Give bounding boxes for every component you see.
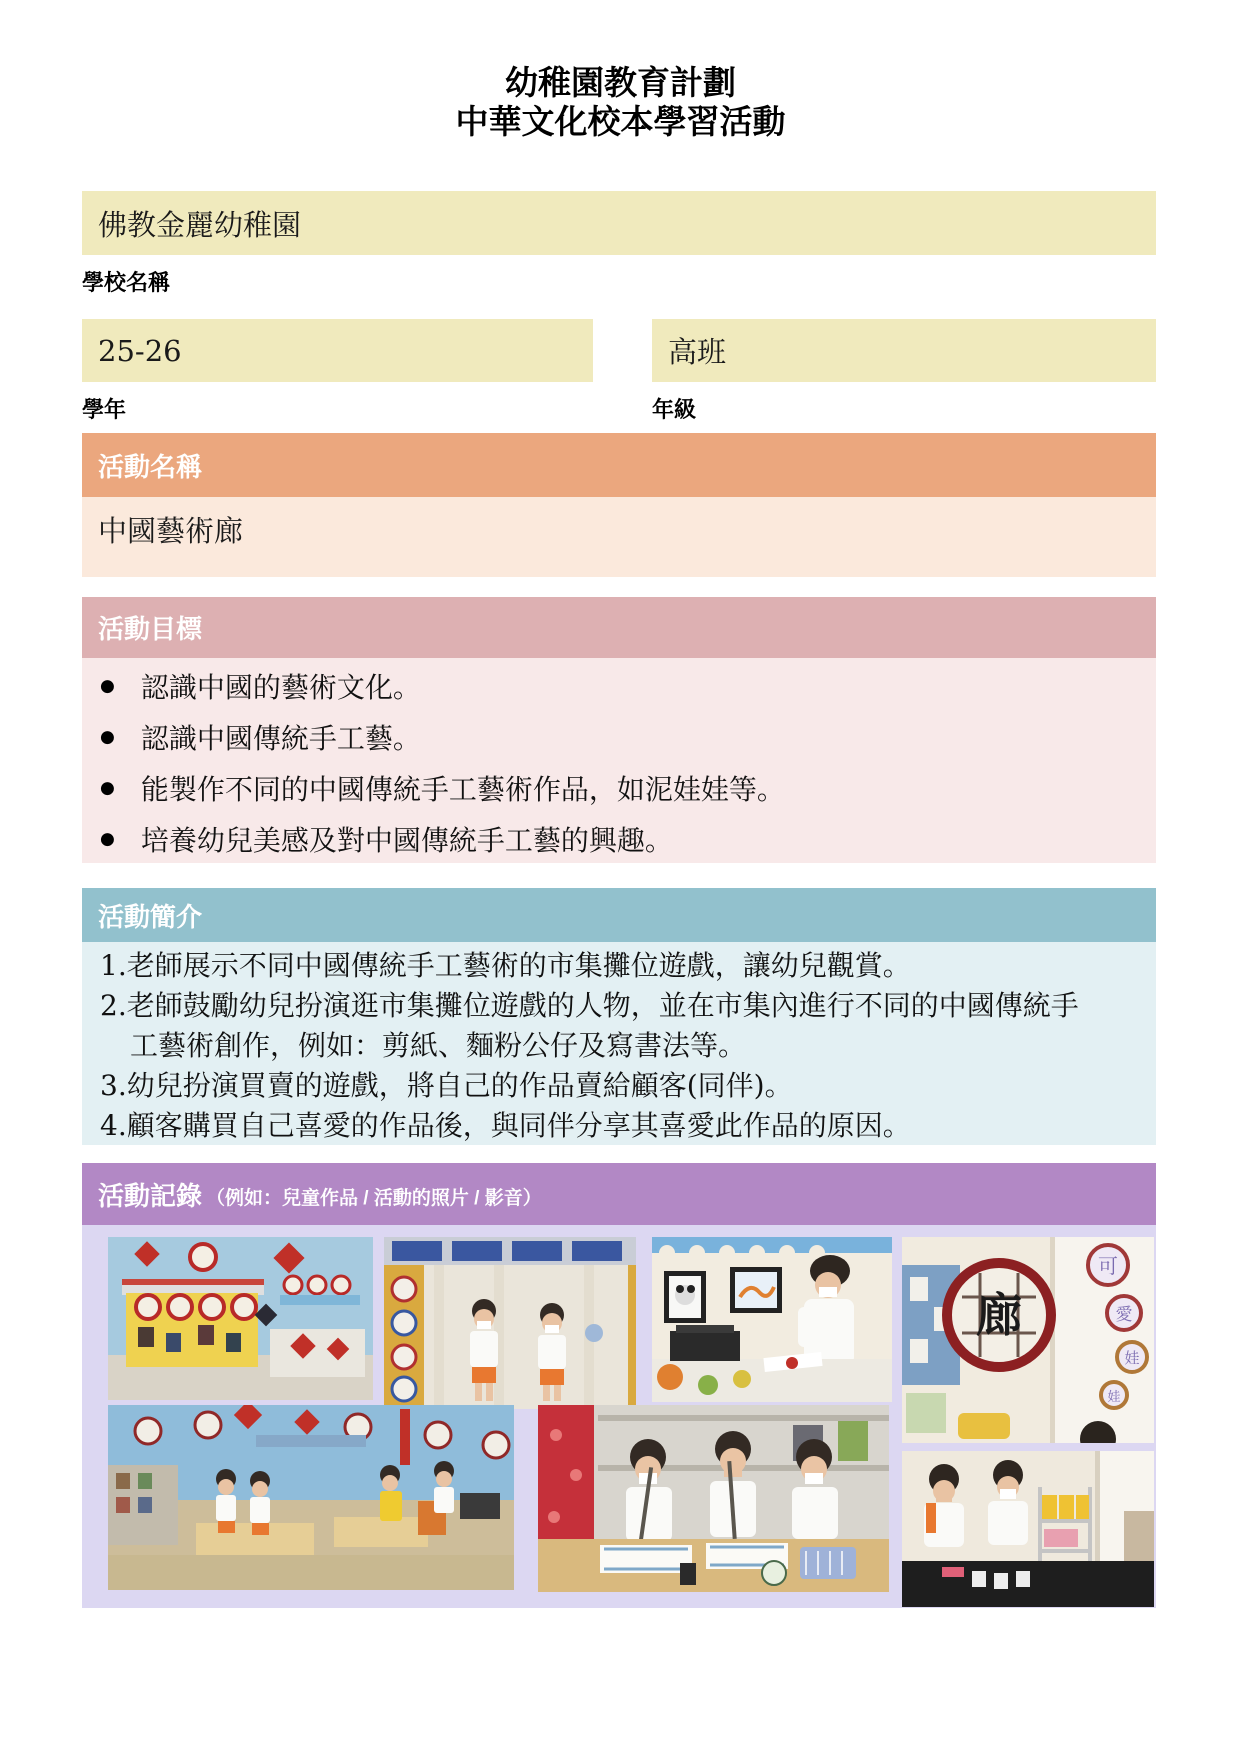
goal-text: 認識中國傳統手工藝。 <box>140 721 421 755</box>
goal-text: 培養幼兒美感及對中國傳統手工藝的興趣。 <box>140 823 673 857</box>
page-title-line-2: 中華文化校本學習活動 <box>455 103 786 140</box>
goal-item <box>82 711 1156 762</box>
activity-photo-2 <box>384 1237 636 1409</box>
activity-photo-3 <box>652 1237 892 1402</box>
intro-line-continued: 工藝術創作，例如：剪紙、麵粉公仔及寫書法等。 <box>130 1029 747 1062</box>
school-year-label: 學年 <box>82 397 127 422</box>
goal-text: 認識中國的藝術文化。 <box>140 670 421 704</box>
goals-body <box>82 658 1156 863</box>
activity-name-value: 中國藝術廊 <box>98 514 244 548</box>
intro-line: 4.顧客購買自己喜愛的作品後，與同伴分享其喜愛此作品的原因。 <box>100 1109 911 1142</box>
goal-text: 能製作不同的中國傳統手工藝術作品，如泥娃娃等。 <box>140 772 785 806</box>
intro-line: 2.老師鼓勵幼兒扮演逛市集攤位遊戲的人物，並在市集內進行不同的中國傳統手 <box>100 989 1079 1022</box>
grade-label: 年級 <box>652 397 697 422</box>
school-name-field <box>82 191 1156 255</box>
records-photo-panel <box>82 1225 1156 1608</box>
bullet-icon: ● <box>100 675 115 696</box>
photo-6-illustration <box>538 1405 889 1592</box>
activity-photo-1 <box>108 1237 373 1400</box>
photo-4-sign-char: 娃 <box>1124 1350 1140 1367</box>
activity-photo-5 <box>108 1405 514 1590</box>
photo-4-sign-char: 愛 <box>1115 1305 1133 1324</box>
photo-2-illustration <box>384 1237 636 1409</box>
photo-7-illustration <box>902 1451 1154 1607</box>
photo-3-illustration <box>652 1237 892 1402</box>
school-year-value: 25-26 <box>98 333 182 368</box>
intro-body <box>82 942 1156 1145</box>
school-name-label: 學校名稱 <box>82 270 171 295</box>
photo-1-illustration <box>108 1237 373 1400</box>
goal-item <box>82 762 1156 813</box>
intro-line: 1.老師展示不同中國傳統手工藝術的市集攤位遊戲，讓幼兒觀賞。 <box>100 949 911 982</box>
bullet-icon: ● <box>100 726 115 747</box>
bullet-icon: ● <box>100 777 115 798</box>
activity-photo-6 <box>538 1405 889 1592</box>
photo-4-illustration <box>902 1237 1154 1443</box>
records-header-title: 活動記錄 <box>98 1180 203 1211</box>
activity-photo-7 <box>902 1451 1154 1607</box>
school-name-value: 佛教金麗幼稚園 <box>98 207 302 242</box>
grade-field <box>652 319 1156 382</box>
goal-item <box>82 660 1156 711</box>
photo-5-illustration <box>108 1405 514 1590</box>
intro-header: 活動簡介 <box>82 888 1156 942</box>
goals-header: 活動目標 <box>82 597 1156 658</box>
activity-name-header: 活動名稱 <box>82 433 1156 497</box>
photo-4-sign-char: 娃 <box>1107 1389 1121 1404</box>
photo-4-sign-char: 廊 <box>976 1289 1022 1341</box>
activity-photo-4 <box>902 1237 1154 1443</box>
photo-4-sign-char: 可 <box>1098 1256 1118 1278</box>
records-header <box>82 1163 1156 1225</box>
records-header-note: （例如：兒童作品 / 活動的照片 / 影音） <box>206 1187 542 1209</box>
bullet-icon: ● <box>100 828 115 849</box>
activity-name-body <box>82 497 1156 577</box>
grade-value: 高班 <box>668 335 727 369</box>
intro-line: 3.幼兒扮演買賣的遊戲，將自己的作品賣給顧客(同伴)。 <box>100 1069 793 1102</box>
page-title-line-1: 幼稚園教育計劃 <box>505 64 736 101</box>
goal-item <box>82 813 1156 864</box>
school-year-field <box>82 319 593 382</box>
